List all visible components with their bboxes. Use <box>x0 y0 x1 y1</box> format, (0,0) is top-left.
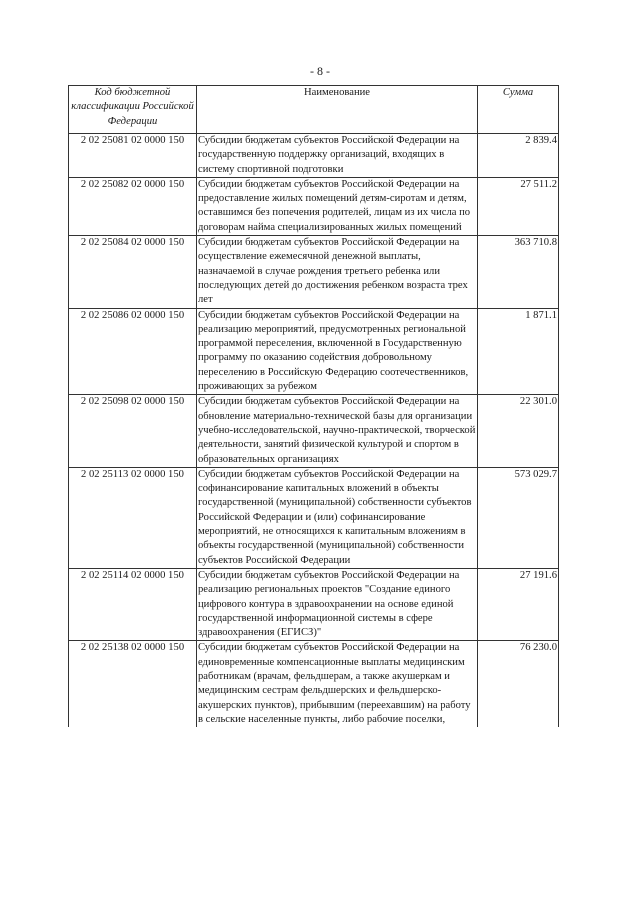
row-name: Субсидии бюджетам субъектов Российской Федерации на предоставление жилых помещений детям-сиротам и детям, оставшимся без попечения родителей, лицам из их числа по договорам найма специализированных жилых помещений <box>197 177 478 235</box>
table-row <box>69 134 559 178</box>
table-row <box>69 177 559 235</box>
table-row <box>69 395 559 467</box>
row-sum: 363 710.8 <box>478 236 559 308</box>
table-row <box>69 308 559 395</box>
row-name: Субсидии бюджетам субъектов Российской Федерации на государственную поддержку организаций, входящих в систему спортивной подготовки <box>197 134 478 178</box>
row-name: Субсидии бюджетам субъектов Российской Федерации на единовременные компенсационные выплаты медицинским работникам (врачам, фельдшерам, а также акушеркам и медицинским сестрам фельдшерских и фельдшерско-акушерских пунктов), прибывшим (переехавшим) на работу в сельские населенные пункты, либо рабочие поселки, <box>197 641 478 727</box>
row-sum: 76 230.0 <box>478 641 559 727</box>
row-code: 2 02 25082 02 0000 150 <box>69 177 197 235</box>
table-row <box>69 568 559 640</box>
row-code: 2 02 25084 02 0000 150 <box>69 236 197 308</box>
budget-table <box>68 85 559 727</box>
table-row <box>69 467 559 568</box>
page-number: - 8 - <box>310 64 330 78</box>
header-name: Наименование <box>197 86 478 134</box>
row-sum: 1 871.1 <box>478 308 559 395</box>
row-name: Субсидии бюджетам субъектов Российской Федерации на софинансирование капитальных вложений в объекты государственной (муниципальной) собственности субъектов Российской Федерации и (или) софинансирование мероприятий, не относящихся к капитальным вложениям в объекты государственной (муниципальной) собственности субъектов Российской Федерации <box>197 467 478 568</box>
row-name: Субсидии бюджетам субъектов Российской Федерации на реализацию мероприятий, предусмотренных региональной программой переселения, включенной в Государственную программу по оказанию содействия добровольному переселению в Российскую Федерацию соотечественников, проживающих за рубежом <box>197 308 478 395</box>
header-code: Код бюджетной классификации Российской Федерации <box>69 86 197 134</box>
table-header-row <box>69 86 559 134</box>
row-code: 2 02 25114 02 0000 150 <box>69 568 197 640</box>
row-code: 2 02 25081 02 0000 150 <box>69 134 197 178</box>
row-code: 2 02 25113 02 0000 150 <box>69 467 197 568</box>
row-sum: 22 301.0 <box>478 395 559 467</box>
row-sum: 27 511.2 <box>478 177 559 235</box>
header-sum: Сумма <box>478 86 559 134</box>
table-row <box>69 641 559 727</box>
table-row <box>69 236 559 308</box>
row-sum: 573 029.7 <box>478 467 559 568</box>
row-sum: 2 839.4 <box>478 134 559 178</box>
row-name: Субсидии бюджетам субъектов Российской Федерации на реализацию региональных проектов "Создание единого цифрового контура в здравоохранении на основе единой государственной информационной системы в сфере здравоохранения (ЕГИСЗ)" <box>197 568 478 640</box>
row-code: 2 02 25138 02 0000 150 <box>69 641 197 727</box>
row-name: Субсидии бюджетам субъектов Российской Федерации на обновление материально-технической базы для организации учебно-исследовательской, научно-практической, творческой деятельности, занятий физической культурой и спортом в образовательных организациях <box>197 395 478 467</box>
row-code: 2 02 25086 02 0000 150 <box>69 308 197 395</box>
row-sum: 27 191.6 <box>478 568 559 640</box>
row-name: Субсидии бюджетам субъектов Российской Федерации на осуществление ежемесячной денежной выплаты, назначаемой в случае рождения третьего ребенка или последующих детей до достижения ребенком возраста трех лет <box>197 236 478 308</box>
row-code: 2 02 25098 02 0000 150 <box>69 395 197 467</box>
